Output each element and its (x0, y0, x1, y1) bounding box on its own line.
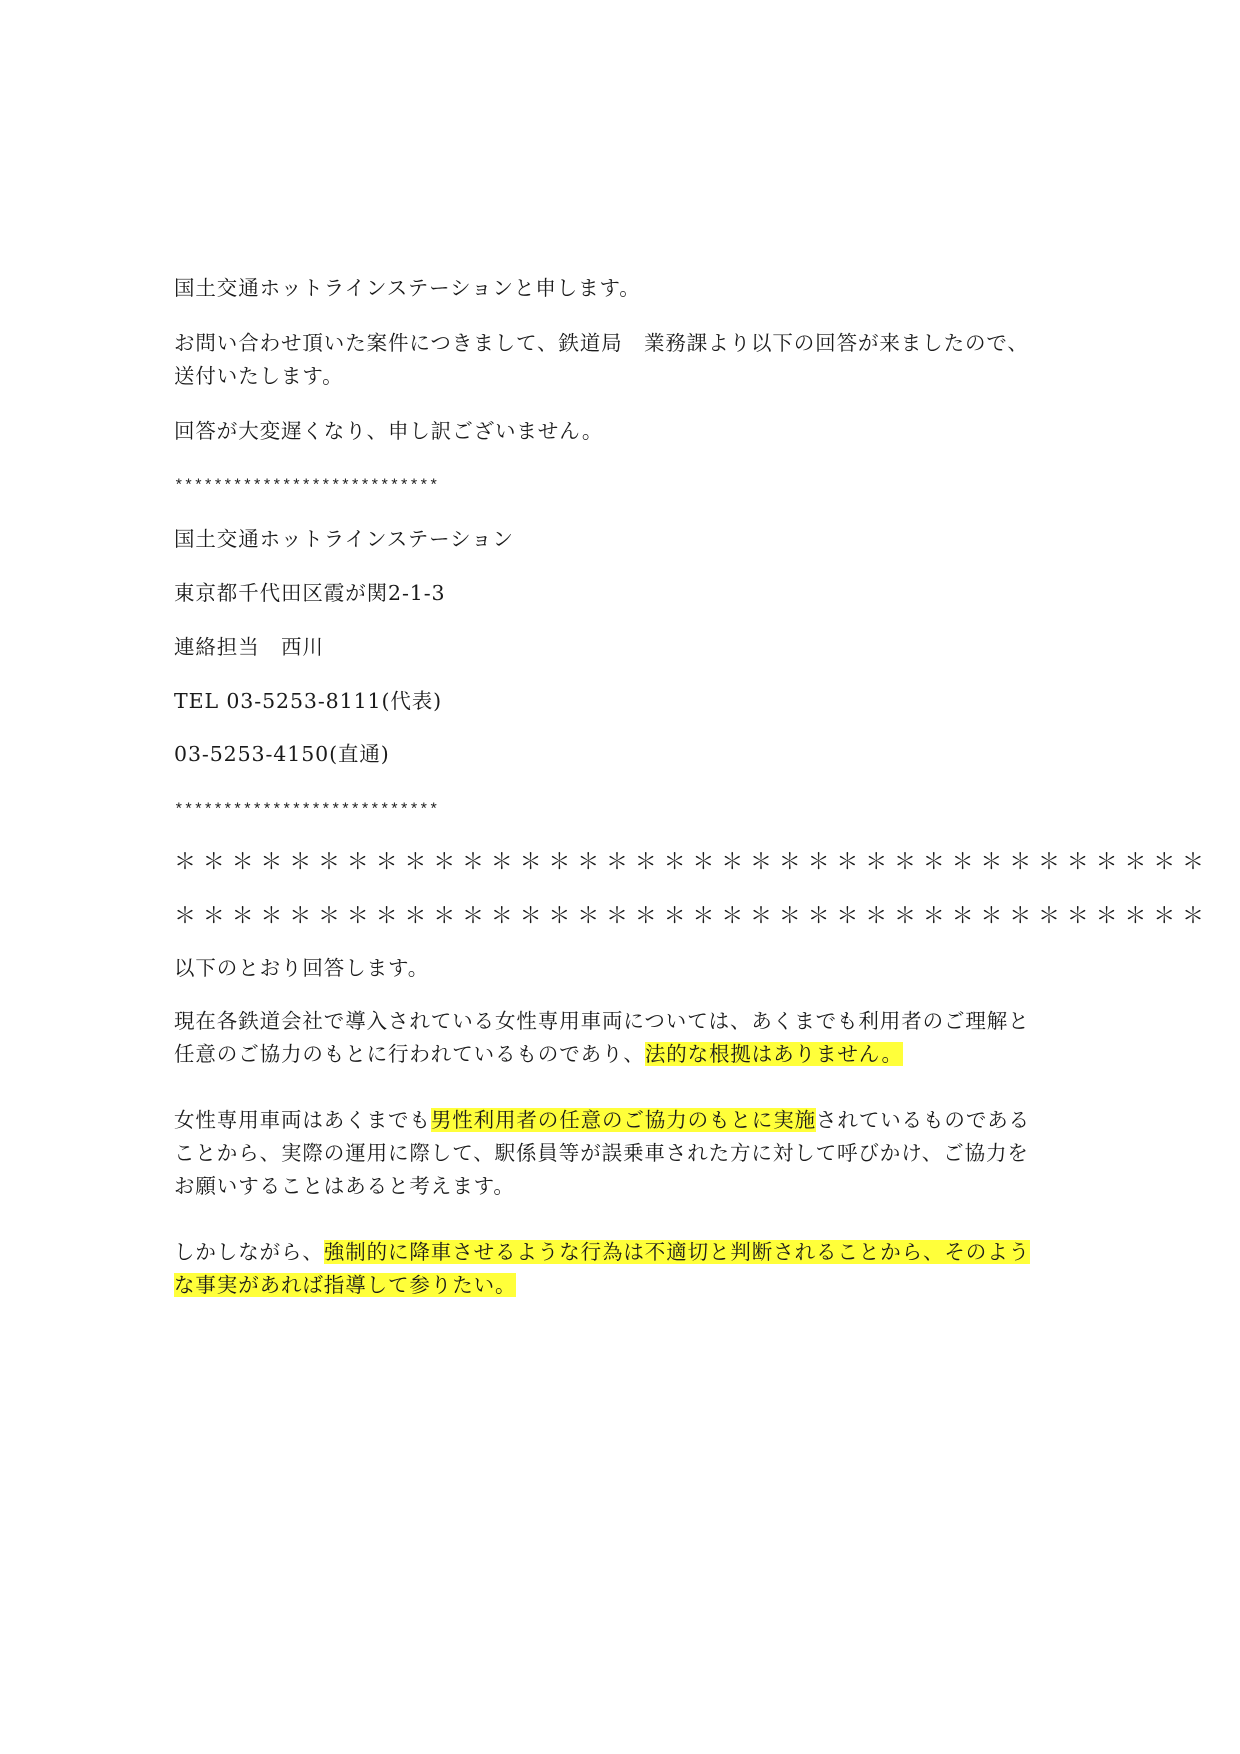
paragraph-2-text-a: 女性専用車両はあくまでも (174, 1108, 431, 1132)
apology-line: 回答が大変遅くなり、申し訳ございません。 (174, 419, 604, 443)
paragraph-3-line-1 (174, 1236, 1074, 1269)
contact-line: 連絡担当 西川 (174, 635, 324, 659)
highlight-forced-removal: 強制的に降車させるような行為は不適切と判断されることから、そのよう (323, 1240, 1031, 1264)
answer-intro: 以下のとおり回答します。 (174, 956, 430, 980)
greeting-line: 国土交通ホットラインステーションと申します。 (174, 276, 641, 300)
highlight-voluntary-cooperation: 男性利用者の任意のご協力のもとに実施 (430, 1108, 817, 1132)
separator-top: *************************** (174, 477, 439, 495)
tel-direct-line: 03-5253-4150(直通) (174, 742, 390, 766)
separator-bottom: *************************** (174, 801, 439, 819)
org-name: 国土交通ホットラインステーション (174, 527, 514, 551)
paragraph-3-line-2 (174, 1269, 1074, 1302)
paragraph-2-text-b: されているものである (816, 1108, 1031, 1132)
address-line: 東京都千代田区霞が関2-1-3 (174, 581, 446, 605)
highlight-guidance: な事実があれば指導して参りたい。 (174, 1273, 517, 1297)
intro-line-1: お問い合わせ頂いた案件につきまして、鉄道局 業務課より以下の回答が来ましたので、 (174, 331, 1029, 355)
paragraph-2-line-1 (174, 1104, 1074, 1137)
paragraph-1-text: 任意のご協力のもとに行われているものであり、 (174, 1042, 645, 1066)
highlight-no-legal-basis: 法的な根拠はありません。 (644, 1042, 903, 1066)
separator-wide-2: ＊＊＊＊＊＊＊＊＊＊＊＊＊＊＊＊＊＊＊＊＊＊＊＊＊＊＊＊＊＊＊＊＊＊＊＊ (174, 904, 1211, 929)
paragraph-1-line-1: 現在各鉄道会社で導入されている女性専用車両については、あくまでも利用者のご理解と (174, 1009, 1030, 1033)
paragraph-1-line-2 (174, 1038, 1074, 1071)
separator-wide-1: ＊＊＊＊＊＊＊＊＊＊＊＊＊＊＊＊＊＊＊＊＊＊＊＊＊＊＊＊＊＊＊＊＊＊＊＊ (174, 850, 1211, 875)
paragraph-2-line-2: ことから、実際の運用に際して、駅係員等が誤乗車された方に対して呼びかけ、ご協力を (174, 1141, 1029, 1165)
intro-line-2: 送付いたします。 (174, 364, 344, 388)
tel-main-line: TEL 03-5253-8111(代表) (174, 689, 443, 713)
paragraph-3-text: しかしながら、 (174, 1240, 324, 1264)
paragraph-2-line-3: お願いすることはあると考えます。 (174, 1174, 515, 1198)
